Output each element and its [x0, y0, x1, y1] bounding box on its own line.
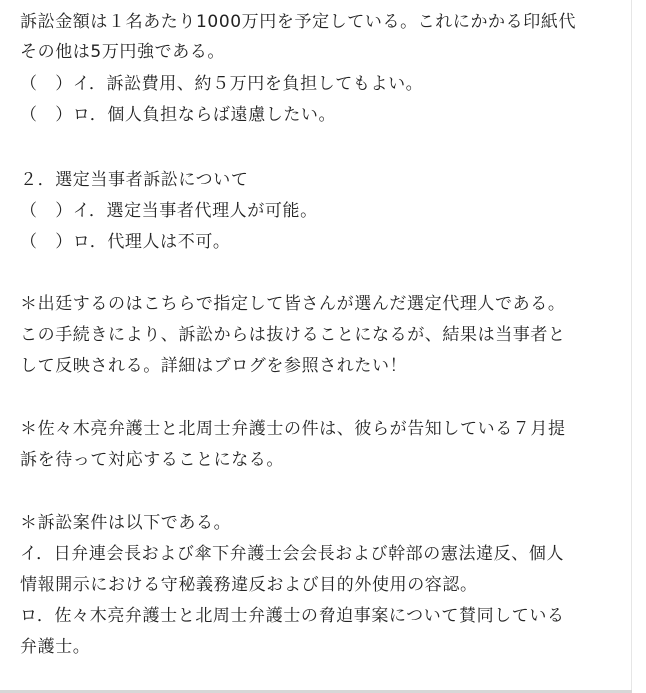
text-line: イ．日弁連会長および傘下弁護士会会長および幹部の憲法違反、個人	[20, 544, 565, 564]
text-line: ＊出廷するのはこちらで指定して皆さんが選んだ選定代理人である。	[20, 294, 566, 314]
text-line: して反映される。詳細はブログを参照されたい！	[20, 356, 408, 376]
text-line: （ ）ロ．代理人は不可。	[20, 232, 231, 252]
text-line: （ ）イ．訴訟費用、約５万円を負担してもよい。	[20, 74, 424, 94]
text-line: ロ．佐々木亮弁護士と北周士弁護士の脅迫事案について賛同している	[20, 606, 565, 626]
text-line: その他は5万円強である。	[20, 42, 226, 62]
text-line: （ ）ロ．個人負担ならば遠慮したい。	[20, 105, 337, 125]
section-heading: ２．選定当事者訴訟について	[20, 170, 249, 190]
text-line: 情報開示における守秘義務違反および目的外使用の容認。	[20, 575, 478, 595]
page-edge	[631, 0, 646, 693]
text-line: この手続きにより、訴訟からは抜けることになるが、結果は当事者と	[20, 325, 566, 345]
text-line: 訴を待って対応することになる。	[20, 450, 284, 470]
text-line: 訴訟金額は１名あたり1000万円を予定している。これにかかる印紙代	[20, 12, 577, 32]
text-line: 弁護士。	[20, 637, 91, 657]
text-line: （ ）イ．選定当事者代理人が可能。	[20, 201, 318, 221]
text-line: ＊訴訟案件は以下である。	[20, 513, 232, 533]
text-line: ＊佐々木亮弁護士と北周士弁護士の件は、彼らが告知している７月提	[20, 419, 566, 439]
